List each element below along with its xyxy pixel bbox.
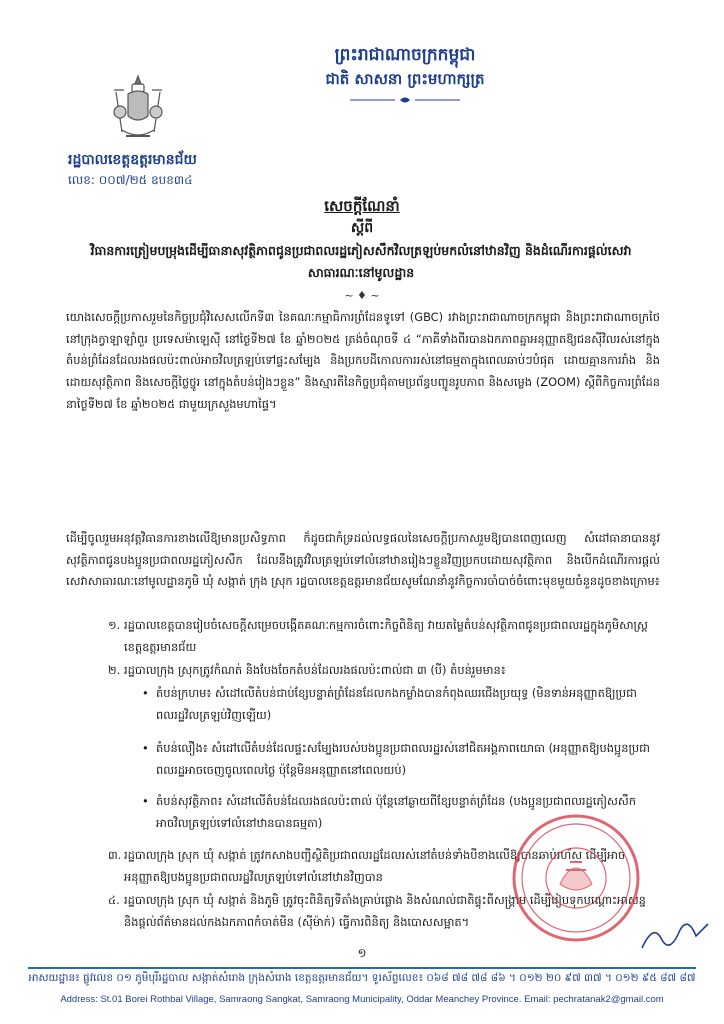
ornament-divider-icon: [345, 95, 465, 105]
footer-address-khmer: អាសយដ្ឋាន៖ ផ្លូវលេខ ០១ ភូមិបុរីរដ្ឋបាល សង្កាត់សំរោង ក្រុងសំរោង ខេត្តឧត្តរមានជ័យ។ ទូរស័ព្ទលេខ៖ ០៦៨ ៧៨ ៧៨ ៨៦ ។ ០១២ ២០ ៩៧ ៣៧ ។ ០១២ ៩៥ ៨៧ ៨៧: [28, 972, 696, 984]
kingdom-title: ព្រះរាជាណាចក្រកម្ពុជា: [334, 45, 476, 65]
list-item-number: ៤.: [108, 893, 120, 907]
paragraph-reference: យោងសេចក្តីប្រកាសរួមនៃកិច្ចប្រជុំវិសេសលើកទី៣ នៃគណៈកម្មាធិការព្រំដែនទូទៅ (GBC) រវាងព្រះរាជាណាចក្រកម្ពុជា និងព្រះរាជាណាចក្រថៃ នៅក្រុងក្វាឡាឡាំពួរ ប្រទេសម៉ាឡេស៊ី នៅថ្ងៃទី២៧ ខែ ឆ្នាំ២០២៥ ត្រង់ចំណុចទី ៤ “ភាគីទាំងពីរបានឯកភាពគ្នាអនុញ្ញាតឱ្យជនស៊ីវិលរស់នៅក្នុងតំបន់ព្រំដែនដែលរងផលប៉ះពាល់អាចវិលត្រឡប់ទៅផ្ទះសម្បែង និងប្រកបដីកោលការរស់នៅធម្មតាក្នុងពេលឆាប់ៗបំផុត ដោយគ្មានការរាំង និងដោយសុវត្ថិភាព និងសេចក្តីថ្លៃថ្នូរ នៅក្នុងតំបន់រៀងៗខ្លួន” និងស្មារតីនៃកិច្ចប្រជុំតាមប្រព័ន្ធបញ្ចូនរូបភាព និងសម្លេង (ZOOM) ស្តីពីកិច្ចការព្រំដែន នាថ្ងៃទី២៧ ខែ ឆ្នាំ២០២៥ ជាមួយក្រសួងមហាផ្ទៃ។: [66, 310, 660, 411]
reference-number: លេខ: ០០៧/២៥ ឧបខ៣៤: [68, 173, 193, 187]
bullet-icon: •: [142, 686, 149, 700]
list-item-text: រដ្ឋបាលក្រុង ស្រុកត្រូវកំណត់ និងបែងចែកតំបន់ដែលរងផលប៉ះពាល់ជា ៣ (បី) តំបន់រួមមាន៖: [124, 663, 506, 677]
royal-emblem-icon: [108, 72, 168, 144]
paragraph-purpose: ដើម្បីចូលរួមអនុវត្តវិធានការខាងលើឱ្យមានប្រសិទ្ធភាព ក៏ដូចជាកំទ្រដល់លទ្ធផលនៃសេចក្តីប្រកាសរួមឱ្យបានពេញលេញ សំដៅធានាបាននូវសុវត្ថិភាពជូនបងប្អូនប្រជាពលរដ្ឋភៀសសឹក ដែលនឹងត្រូវវិលត្រឡប់ទៅលំនៅឋានរៀងៗខ្លួនវិញប្រកបដោយសុវត្ថិភាព និងបើកដំណើរការផ្តល់សេវាសាធារណៈនៅមូលដ្ឋានភូមិ ឃុំ សង្កាត់ ក្រុង ស្រុក រដ្ឋបាលខេត្តឧត្តរមានជ័យសូមណែនាំនូវកិច្ចការចាំបាច់ចំពោះមុខមួយចំនួនដូចខាងក្រោម៖: [66, 531, 660, 589]
administration-name: រដ្ឋបាលខេត្តឧត្តរមានជ័យ: [68, 152, 197, 168]
document-about: ស្តីពី: [350, 220, 374, 236]
bullet-text: តំបន់សុវត្ថិភាព៖ សំដៅលើតំបន់ដែលរងផលប៉ះពាល់ ប៉ុន្តែនៅឆ្ងាយពីខ្សែបន្ទាត់ព្រំដែន (បងប្អូនប្រជាពលរដ្ឋភៀសសឹកអាចវិលត្រឡប់ទៅលំនៅឋានបានធម្មតា): [156, 794, 636, 830]
bullet-text: តំបន់ក្រហម៖ សំដៅលើតំបន់ជាប់ខ្សែបន្ទាត់ព្រំដែនដែលកងកម្លាំងបានកំពុងឈរជើងប្រយុទ្ធ (មិនទាន់អនុញ្ញាតឱ្យប្រជាពលរដ្ឋវិលត្រឡប់វិញឡើយ): [156, 686, 637, 722]
document-title: វិធានការត្រៀមបម្រុងដើម្បីធានាសុវត្ថិភាពជូនប្រជាពលរដ្ឋភៀសសឹកវិលត្រឡប់មកលំនៅឋានវិញ និងដំណើរការផ្តល់សេវាសាធារណៈនៅមូលដ្ឋាន: [90, 243, 632, 280]
list-item-text: រដ្ឋបាលក្រុង ស្រុក ឃុំ សង្កាត់ ត្រូវកសាងបញ្ជីស្ថិតិប្រជាពលរដ្ឋដែលរស់នៅតំបន់ទាំងបីខាងលើឱ្យបានឆាប់រហ័ស ដើម្បីអាចអនុញ្ញាតឱ្យបងប្អូនប្រជាពលរដ្ឋវិលត្រឡប់ទៅលំនៅឋានវិញបាន: [124, 848, 626, 884]
list-item-number: ១.: [108, 618, 121, 632]
list-item-number: ៣.: [108, 848, 122, 862]
footer-address-english: Address: St.01 Borei Rothbal Village, Samraong Sangkat, Samraong Municipality, Oddar Meanchey Province. Email: pechratanak2@gmail.com: [60, 994, 664, 1005]
official-stamp-icon: [510, 812, 642, 944]
list-item-number: ២.: [108, 663, 121, 677]
list-item-text: រដ្ឋបាលក្រុង ស្រុក ឃុំ សង្កាត់ និងភូមិ ត្រូវចុះពិនិត្យទីតាំងគ្រាប់ផ្លោង និងសំណល់ជាតិផ្ទុះពីសង្គ្រាម ដើម្បីរៀបទុកបណ្តោះអាសន្ន និងផ្តល់ព័ត៌មានដល់កងឯកភាពកំចាត់មីន (ស៊ីម៉ាក់) ធ្វើការពិនិត្យ និងបោសសម្អាត។: [124, 893, 646, 929]
bullet-text: តំបន់លឿង៖ សំដៅលើតំបន់ដែលផ្ទះសម្បែងរបស់បងប្អូនប្រជាពលរដ្ឋរស់នៅជិតអង្គភាពយោធា (អនុញ្ញាតឱ្យបងប្អូនប្រជាពលរដ្ឋអាចចេញចូលពេលថ្ងៃ ប៉ុន្តែមិនអនុញ្ញាតនៅពេលយប់): [156, 741, 650, 777]
list-item-text: រដ្ឋបាលខេត្តបានរៀបចំសេចក្តីសម្រេចបង្កើតគណៈកម្មការចំពោះកិច្ចពិនិត្យ វាយតម្លៃតំបន់សុវត្ថិភាពជូនប្រជាពលរដ្ឋក្នុងភូមិសាស្ត្រខេត្តឧត្តរមានជ័យ: [124, 618, 648, 654]
section-divider: ~ ♦ ~: [344, 289, 380, 302]
national-motto: ជាតិ សាសនា ព្រះមហាក្សត្រ: [325, 70, 485, 88]
document-type: សេចក្តីណែនាំ: [324, 197, 400, 215]
bullet-icon: •: [142, 741, 149, 755]
page-number: ១: [357, 946, 367, 960]
footer-divider: [28, 967, 696, 969]
bullet-icon: •: [142, 794, 149, 808]
